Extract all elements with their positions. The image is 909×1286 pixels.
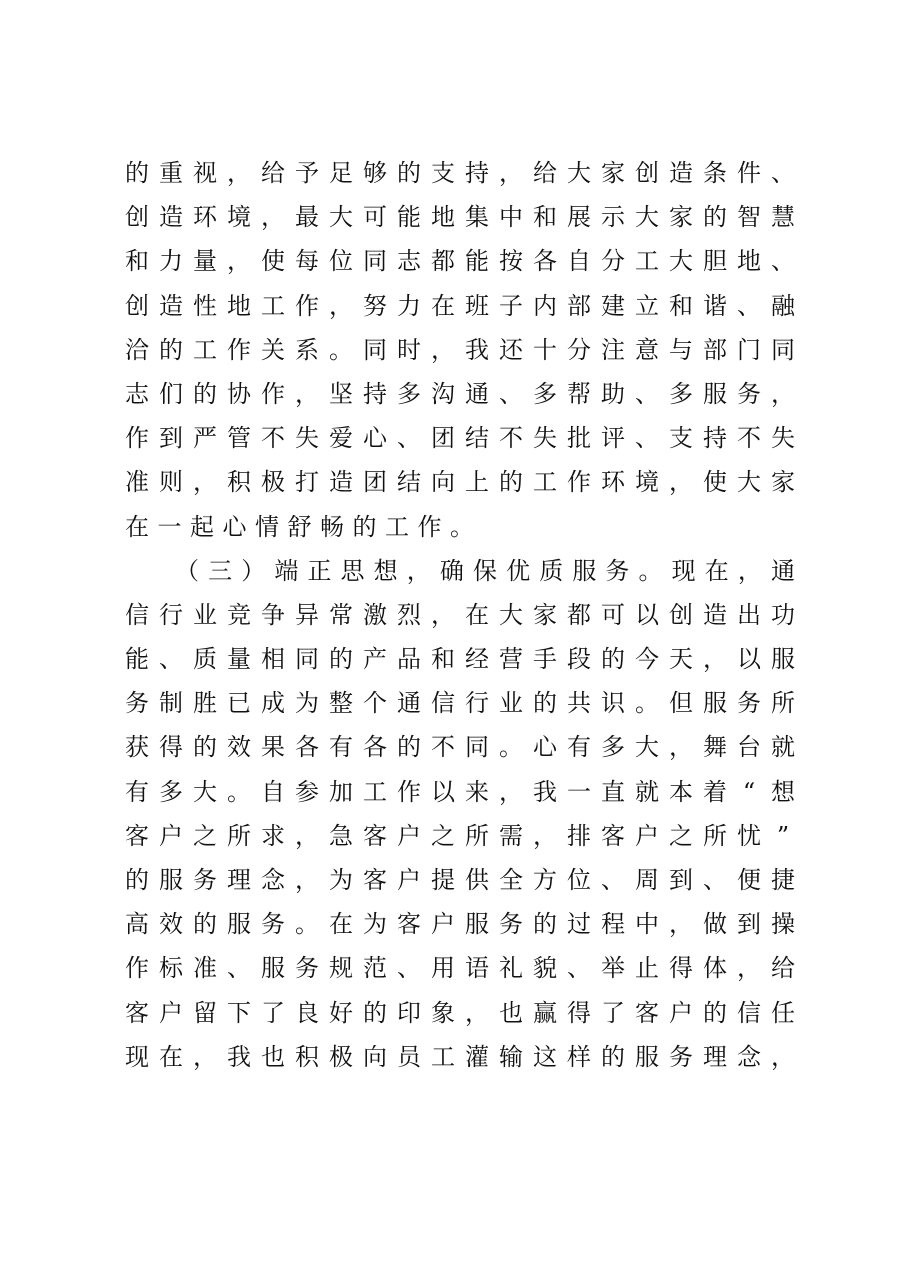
text-line: 客 户 之 所 求 ， 急 客 户 之 所 需 ， 排 客 户 之 所 忧 ”: [125, 821, 790, 850]
text-line: 创 造 性 地 工 作 ， 努 力 在 班 子 内 部 建 立 和 谐 、 融: [125, 291, 795, 320]
text-line: 信 行 业 竞 争 异 常 激 烈 ， 在 大 家 都 可 以 创 造 出 功: [125, 600, 795, 629]
text-line: 有 多 大 。 自 参 加 工 作 以 来 ， 我 一 直 就 本 着 “ 想: [125, 777, 795, 806]
text-line: 作 标 准 、 服 务 规 范 、 用 语 礼 貌 、 举 止 得 体 ， 给: [125, 954, 795, 983]
text-line: 在 一 起 心 情 舒 畅 的 工 作 。: [125, 512, 474, 541]
text-line: 能 、 质 量 相 同 的 产 品 和 经 营 手 段 的 今 天 ， 以 服: [125, 645, 795, 674]
text-line: （ 三 ） 端 正 思 想 ， 确 保 优 质 服 务 。 现 在 ， 通: [175, 556, 795, 585]
text-line: 获 得 的 效 果 各 有 各 的 不 同 。 心 有 多 大 ， 舞 台 就: [125, 733, 795, 762]
text-line: 的 服 务 理 念 ， 为 客 户 提 供 全 方 位 、 周 到 、 便 捷: [125, 866, 795, 894]
text-line: 务 制 胜 已 成 为 整 个 通 信 行 业 的 共 识 。 但 服 务 所: [125, 689, 795, 718]
text-line: 的 重 视 ， 给 予 足 够 的 支 持 ， 给 大 家 创 造 条 件 、: [125, 159, 795, 187]
text-line: 现 在 ， 我 也 积 极 向 员 工 灌 输 这 样 的 服 务 理 念 ，: [125, 1042, 795, 1071]
text-line: 创 造 环 境 ， 最 大 可 能 地 集 中 和 展 示 大 家 的 智 慧: [125, 203, 795, 232]
text-line: 作 到 严 管 不 失 爱 心 、 团 结 不 失 批 评 、 支 持 不 失: [125, 424, 795, 453]
text-line: 和 力 量 ， 使 每 位 同 志 都 能 按 各 自 分 工 大 胆 地 、: [125, 247, 795, 276]
text-line: 志 们 的 协 作 ， 坚 持 多 沟 通 、 多 帮 助 、 多 服 务 ，: [125, 379, 795, 408]
text-line: 高 效 的 服 务 。 在 为 客 户 服 务 的 过 程 中 ， 做 到 操: [125, 910, 795, 939]
text-line: 客 户 留 下 了 良 好 的 印 象 ， 也 赢 得 了 客 户 的 信 任: [125, 998, 795, 1027]
text-line: 洽 的 工 作 关 系 。 同 时 ， 我 还 十 分 注 意 与 部 门 同: [125, 335, 795, 364]
text-line: 准 则 ， 积 极 打 造 团 结 向 上 的 工 作 环 境 ， 使 大 家: [125, 468, 795, 497]
body-text: [125, 151, 795, 1079]
